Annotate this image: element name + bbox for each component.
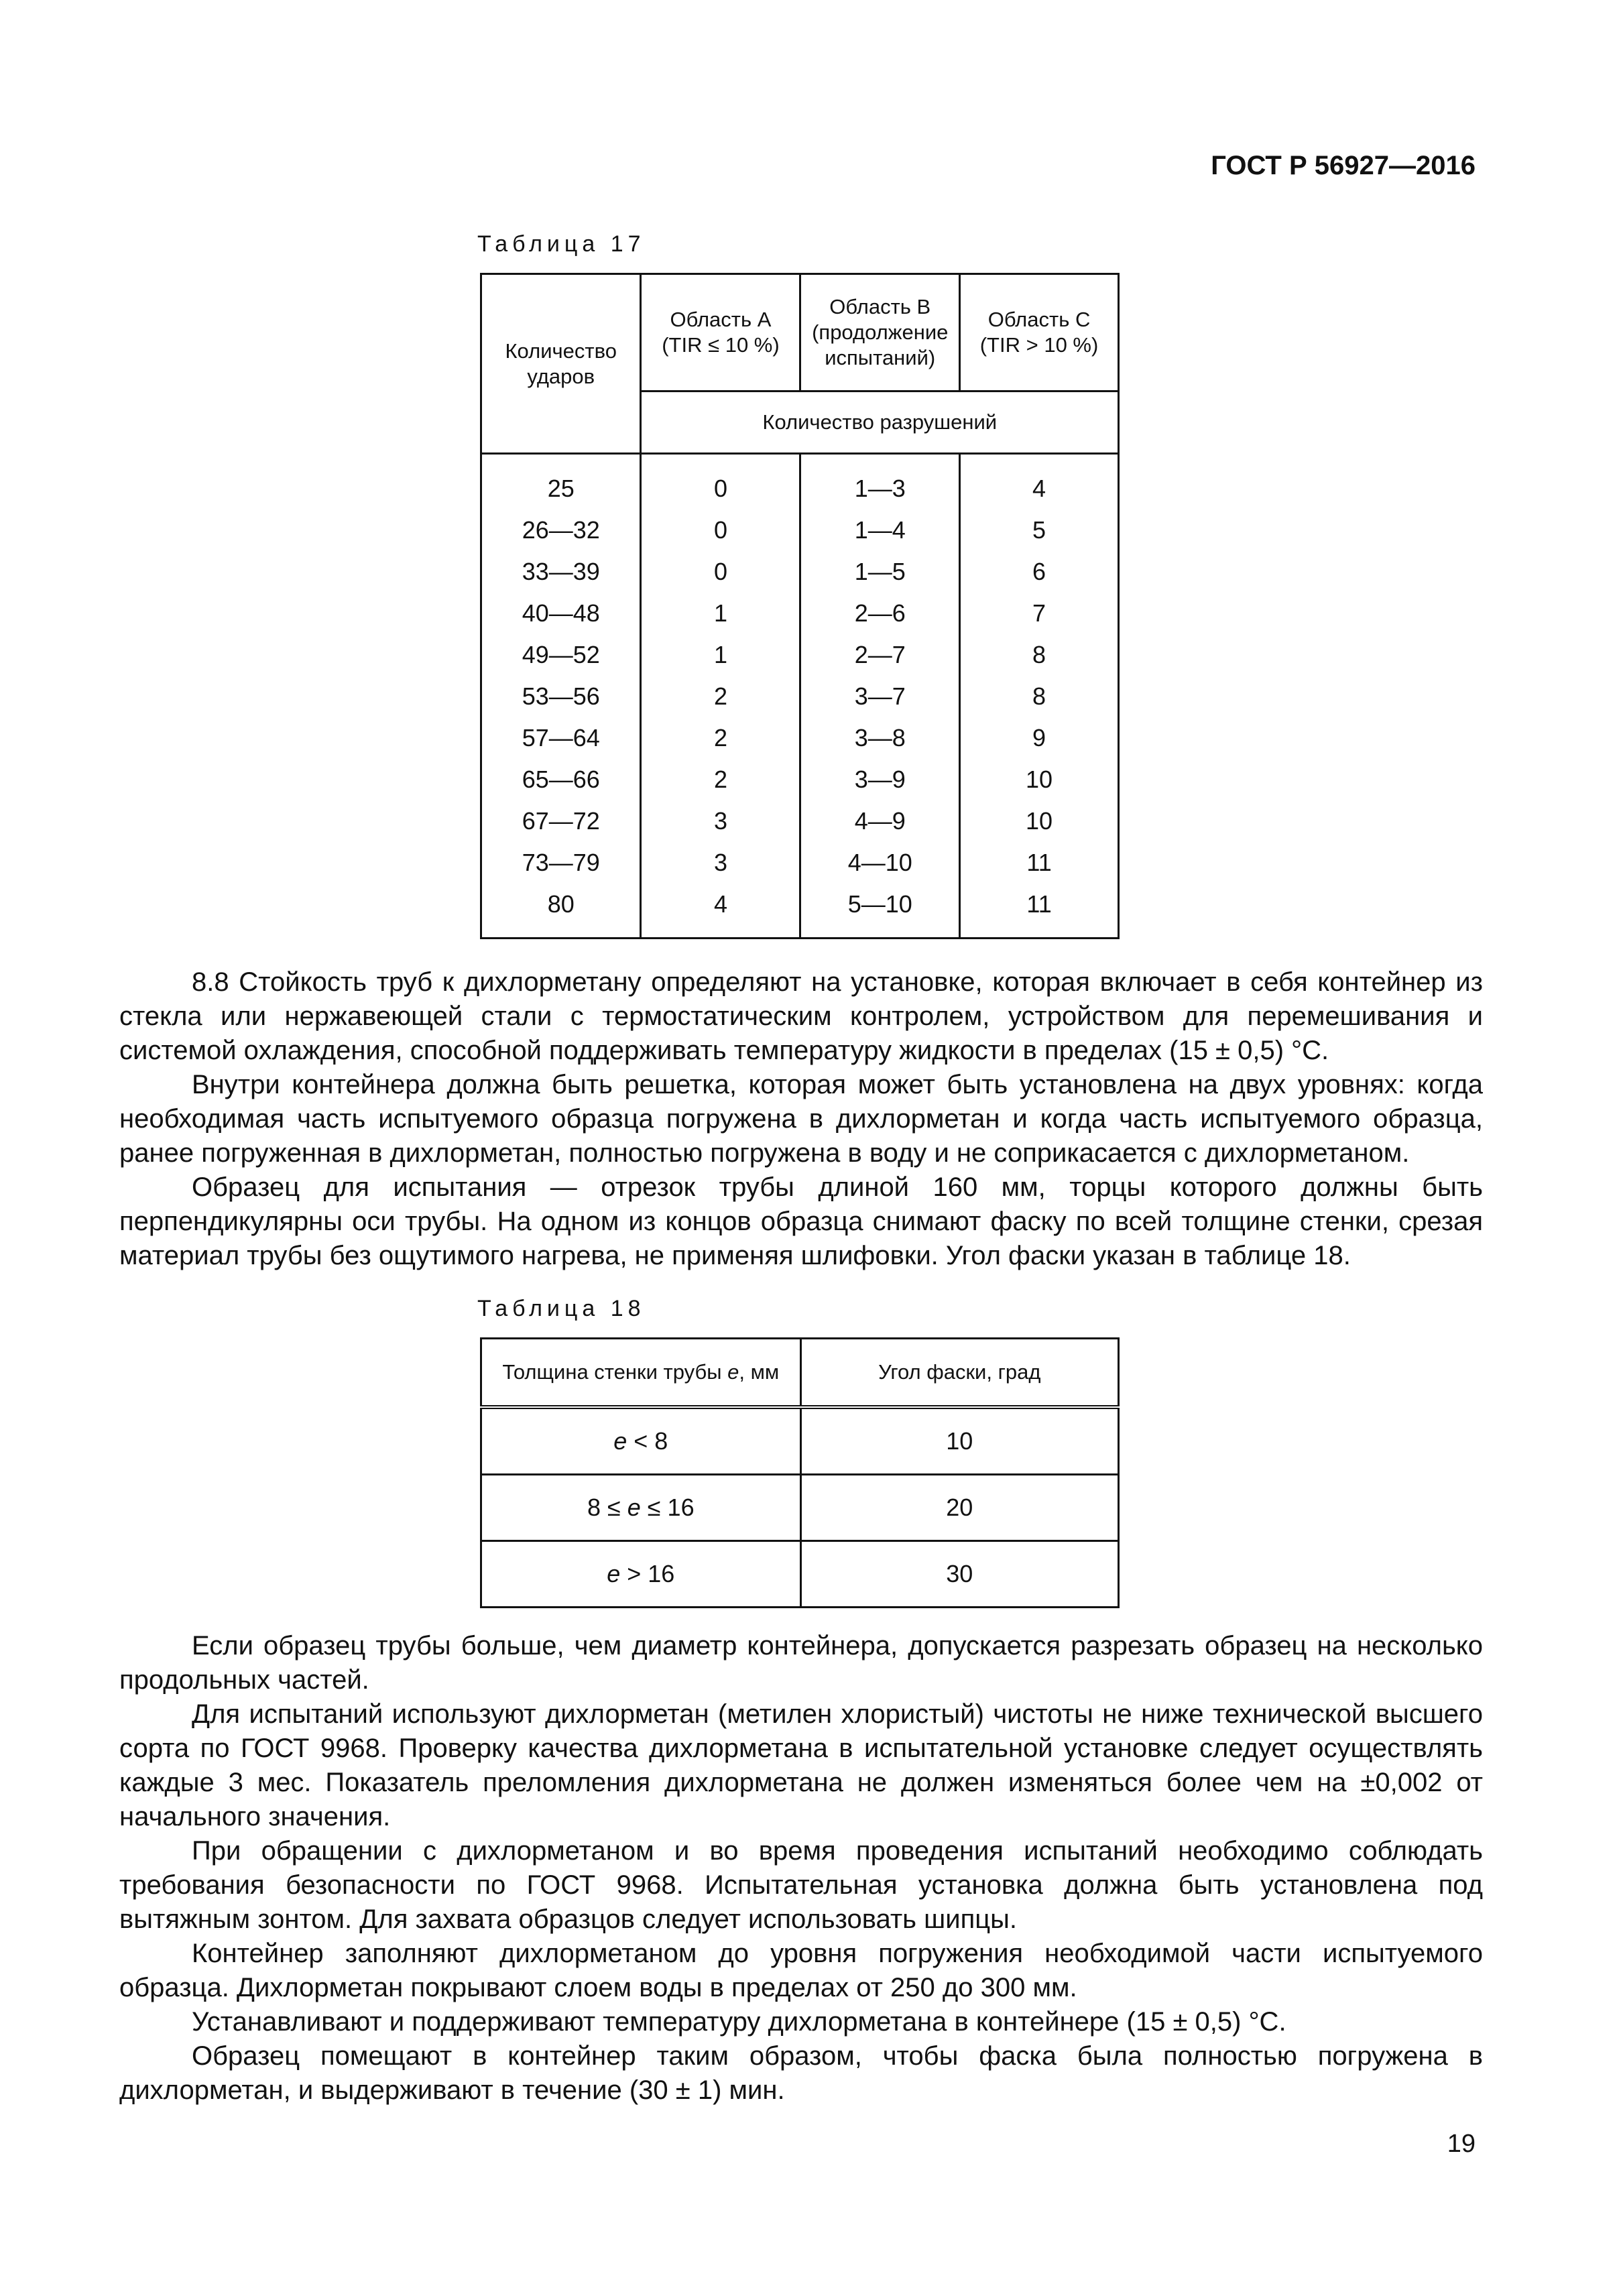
area-b-cell: 3—7 [800,676,960,717]
area-c-cell: 5 [960,509,1119,551]
table-row [481,634,1119,676]
paragraph: Внутри контейнера должна быть решетка, которая может быть установлена на двух уровнях: когда необходимая часть испытуемого образца погружена в дихлорметан и когда часть испытуемого образца, ранее погруженная в дихлорметан, полностью погружена в воду и не соприкасается с дихлорметаном. [119,1070,1483,1168]
col-header-area-c [960,274,1119,391]
area-c-cell: 8 [960,634,1119,676]
table-row [481,509,1119,551]
area-c-cell: 10 [960,800,1119,842]
page-number: 19 [1447,2130,1476,2158]
table-18 [480,1337,1120,1608]
table-17 [480,273,1120,939]
area-b-cell: 4—10 [800,842,960,884]
impacts-cell: 49—52 [481,634,641,676]
paragraph: При обращении с дихлорметаном и во время проведения испытаний необходимо соблюдать требования безопасности по ГОСТ 9968. Испытательная установка должна быть установлена под вытяжным зонтом. Для захвата образцов следует использовать шипцы. [119,1836,1483,1934]
area-b-cell: 5—10 [800,884,960,939]
area-a-cell: 4 [641,884,800,939]
col-header-wall-thickness: Толщина стенки трубы e, мм [481,1339,801,1408]
table-row [481,593,1119,634]
impacts-cell: 26—32 [481,509,641,551]
area-b-cell: 3—8 [800,717,960,759]
subheader-failures: Количество разрушений [641,391,1119,454]
thickness-cell: e < 8 [481,1407,801,1475]
table-row [481,884,1119,939]
impacts-cell: 57—64 [481,717,641,759]
table-row [481,1541,1119,1608]
table-row [481,676,1119,717]
area-a-cell: 0 [641,454,800,510]
col-header-chamfer-angle: Угол фаски, град [800,1339,1118,1408]
table-row [481,1475,1119,1541]
table-row [481,454,1119,510]
paragraph: Образец помещают в контейнер таким образом, чтобы фаска была полностью погружена в дихлорметан, и выдерживают в течение (30 ± 1) мин. [119,2041,1483,2105]
table-row [481,759,1119,800]
area-a-cell: 0 [641,551,800,593]
impacts-cell: 25 [481,454,641,510]
table-row [481,717,1119,759]
paragraph: Контейнер заполняют дихлорметаном до уровня погружения необходимой части испытуемого образца. Дихлорметан покрывают слоем воды в пределах от 250 до 300 мм. [119,1939,1483,2002]
table-row [481,842,1119,884]
thickness-cell: 8 ≤ e ≤ 16 [481,1475,801,1541]
angle-cell: 10 [800,1407,1118,1475]
area-a-cell: 1 [641,593,800,634]
area-a-cell: 2 [641,759,800,800]
area-a-cell: 1 [641,634,800,676]
area-c-cell: 4 [960,454,1119,510]
angle-cell: 30 [800,1541,1118,1608]
impacts-cell: 53—56 [481,676,641,717]
area-c-cell: 6 [960,551,1119,593]
col-header-area-b-label: Область B (продолжение испытаний) [812,295,949,369]
angle-cell: 20 [800,1475,1118,1541]
paragraph: 8.8 Стойкость труб к дихлорметану определяют на установке, которая включает в себя контейнер из стекла или нержавеющей стали с термостатическим контролем, устройством для перемешивания и системой охлаждения, способной поддерживать температуру жидкости в пределах (15 ± 0,5) °С. [119,967,1483,1065]
area-b-cell: 2—7 [800,634,960,676]
area-c-cell: 7 [960,593,1119,634]
area-b-cell: 1—5 [800,551,960,593]
col-header-area-a-label: Область A (TIR ≤ 10 %) [662,308,780,357]
impacts-cell: 65—66 [481,759,641,800]
paragraph: Образец для испытания — отрезок трубы длиной 160 мм, торцы которого должны быть перпендикулярны оси трубы. На одном из концов образца снимают фаску по всей толщине стенки, срезая материал трубы без ощутимого нагрева, не применяя шлифовки. Угол фаски указан в таблице 18. [119,1172,1483,1270]
table-row [481,1407,1119,1475]
impacts-cell: 67—72 [481,800,641,842]
col-header-area-a [641,274,800,391]
area-a-cell: 2 [641,676,800,717]
col-header-area-b [800,274,960,391]
text-block-2 [119,1629,1483,2108]
standard-number: ГОСТ Р 56927—2016 [1211,151,1476,180]
table-row [481,800,1119,842]
text-block-1 [119,965,1483,1273]
table-18-caption: Таблица 18 [477,1296,646,1321]
area-c-cell: 11 [960,842,1119,884]
area-c-cell: 9 [960,717,1119,759]
thickness-cell: e > 16 [481,1541,801,1608]
area-b-cell: 1—4 [800,509,960,551]
area-a-cell: 3 [641,842,800,884]
impacts-cell: 80 [481,884,641,939]
col-header-impacts-label: Количество ударов [505,339,617,388]
col-header-impacts [481,274,641,454]
area-b-cell: 1—3 [800,454,960,510]
area-b-cell: 3—9 [800,759,960,800]
impacts-cell: 73—79 [481,842,641,884]
paragraph: Для испытаний используют дихлорметан (метилен хлористый) чистоты не ниже технической высшего сорта по ГОСТ 9968. Проверку качества дихлорметана в испытательной установке следует осуществлять каждые 3 мес. Показатель преломления дихлорметана не должен изменяться более чем на ±0,002 от начального значения. [119,1699,1483,1831]
impacts-cell: 40—48 [481,593,641,634]
area-c-cell: 11 [960,884,1119,939]
area-c-cell: 10 [960,759,1119,800]
area-a-cell: 0 [641,509,800,551]
area-c-cell: 8 [960,676,1119,717]
paragraph: Если образец трубы больше, чем диаметр контейнера, допускается разрезать образец на несколько продольных частей. [119,1631,1483,1695]
area-a-cell: 2 [641,717,800,759]
col-header-area-c-label: Область C (TIR > 10 %) [979,308,1099,357]
table-row [481,551,1119,593]
impacts-cell: 33—39 [481,551,641,593]
area-a-cell: 3 [641,800,800,842]
area-b-cell: 2—6 [800,593,960,634]
area-b-cell: 4—9 [800,800,960,842]
table-17-caption: Таблица 17 [477,231,646,257]
paragraph: Устанавливают и поддерживают температуру дихлорметана в контейнере (15 ± 0,5) °С. [192,2007,1286,2037]
